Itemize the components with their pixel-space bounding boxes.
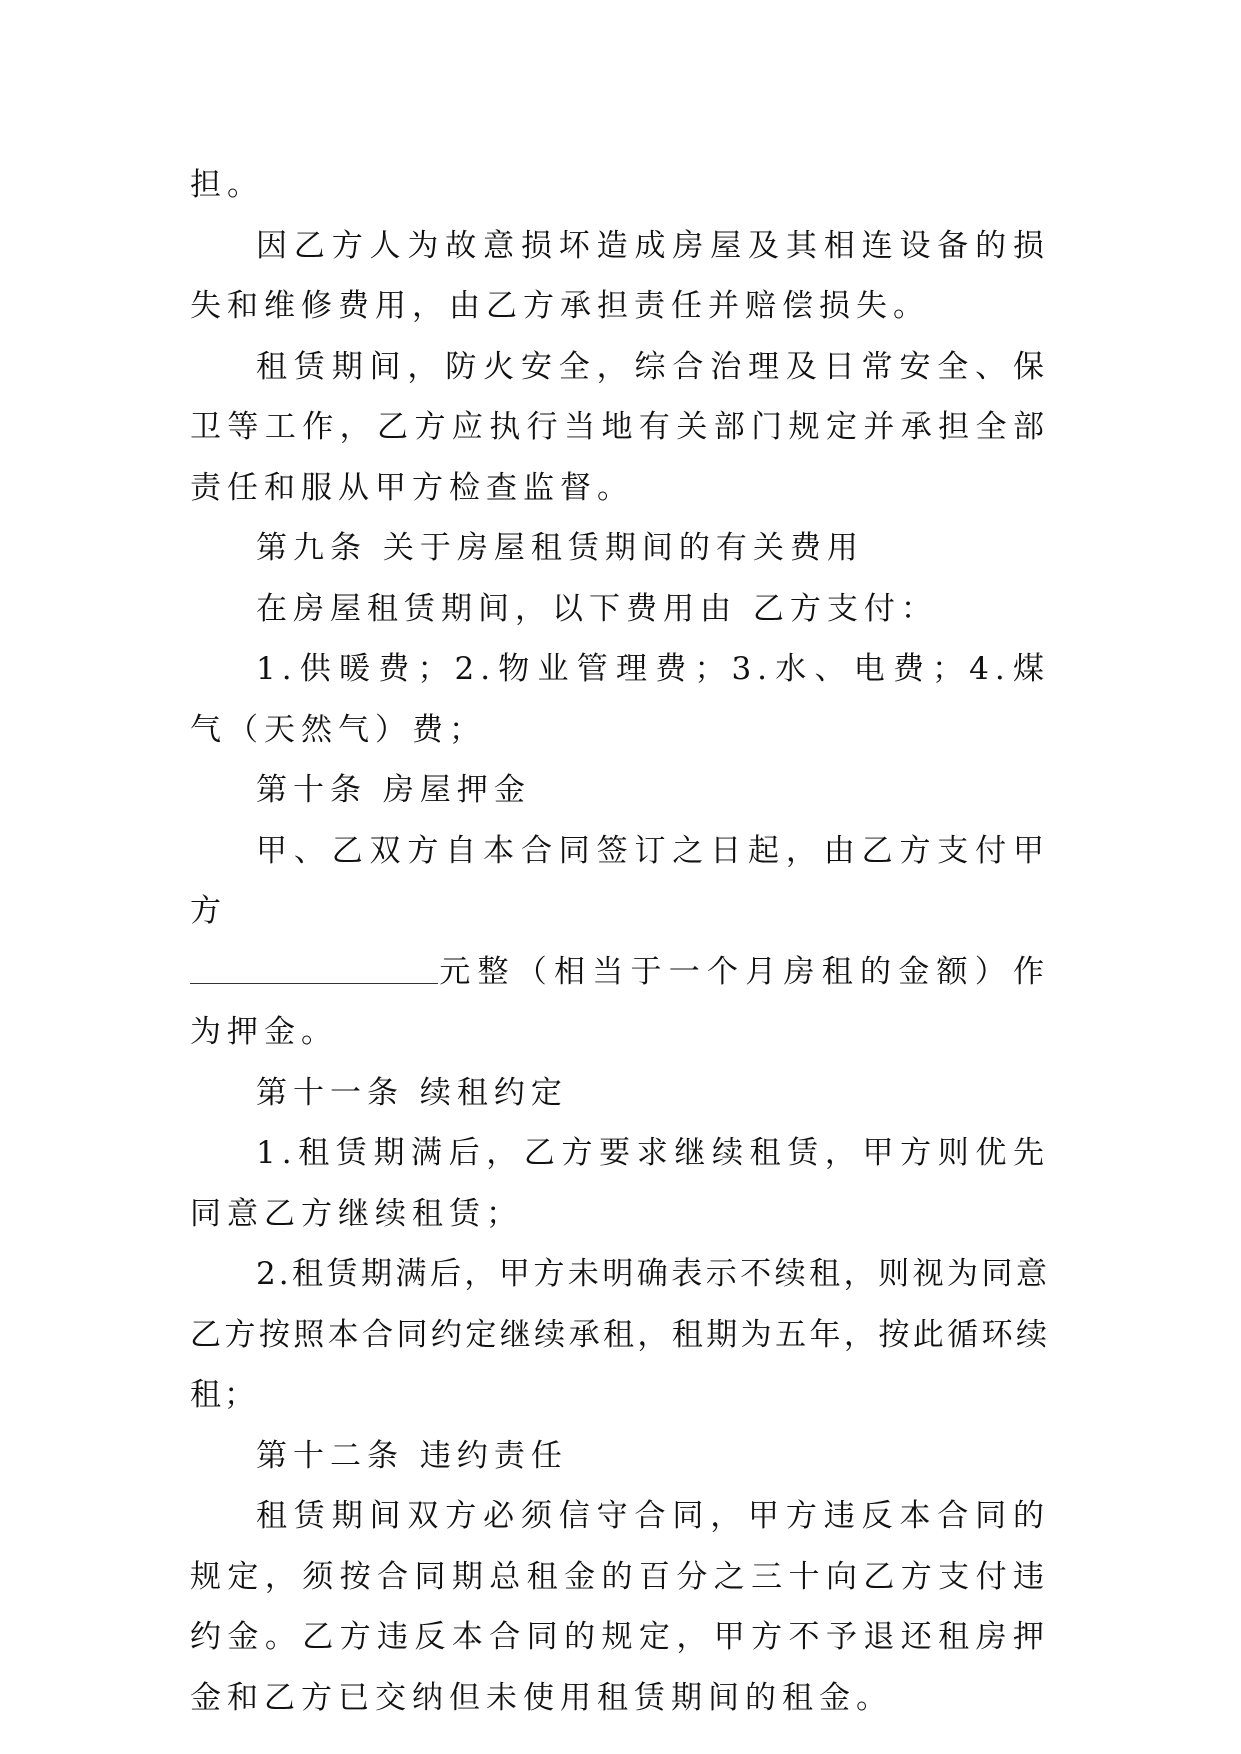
article-9-heading: 第九条 关于房屋租赁期间的有关费用	[256, 530, 864, 566]
article-11-heading: 第十一条 续租约定	[256, 1074, 568, 1111]
paragraph-deposit-amount	[190, 942, 1050, 1063]
paragraph-fees-intro: 在房屋租赁期间，以下费用由 乙方支付：	[256, 590, 938, 627]
paragraph-continuation: 担。	[190, 167, 264, 203]
paragraph-fees-list: 1.供暖费；2.物业管理费；3.水、电费；4.煤气（天然气）费；	[190, 651, 1050, 748]
paragraph-renewal-2: 2.租赁期满后，甲方未明确表示不续租，则视为同意乙方按照本合同约定继续承租，租期为五年，按此循环续租；	[190, 1256, 1050, 1413]
deposit-amount-text: 元整（相当于一个月房租的金额）作为押金。	[190, 953, 1050, 1050]
document-body	[190, 155, 1050, 1728]
paragraph-renewal-1: 1.租赁期满后，乙方要求继续租赁，甲方则优先同意乙方继续租赁；	[190, 1135, 1050, 1232]
paragraph-deposit-line1: 甲、乙双方自本合同签订之日起，由乙方支付甲方	[190, 832, 1050, 929]
article-10-heading: 第十条 房屋押金	[256, 772, 531, 808]
deposit-amount-blank[interactable]	[190, 953, 438, 984]
article-12-heading: 第十二条 违约责任	[256, 1437, 568, 1474]
paragraph-breach-liability: 租赁期间双方必须信守合同，甲方违反本合同的规定，须按合同期总租金的百分之三十向乙方支付违约金。乙方违反本合同的规定，甲方不予退还租房押金和乙方已交纳但未使用租赁期间的租金。	[190, 1498, 1050, 1716]
paragraph-safety-responsibility: 租赁期间，防火安全，综合治理及日常安全、保卫等工作，乙方应执行当地有关部门规定并承担全部责任和服从甲方检查监督。	[190, 348, 1050, 506]
paragraph-damage-liability: 因乙方人为故意损坏造成房屋及其相连设备的损失和维修费用，由乙方承担责任并赔偿损失。	[190, 227, 1050, 324]
